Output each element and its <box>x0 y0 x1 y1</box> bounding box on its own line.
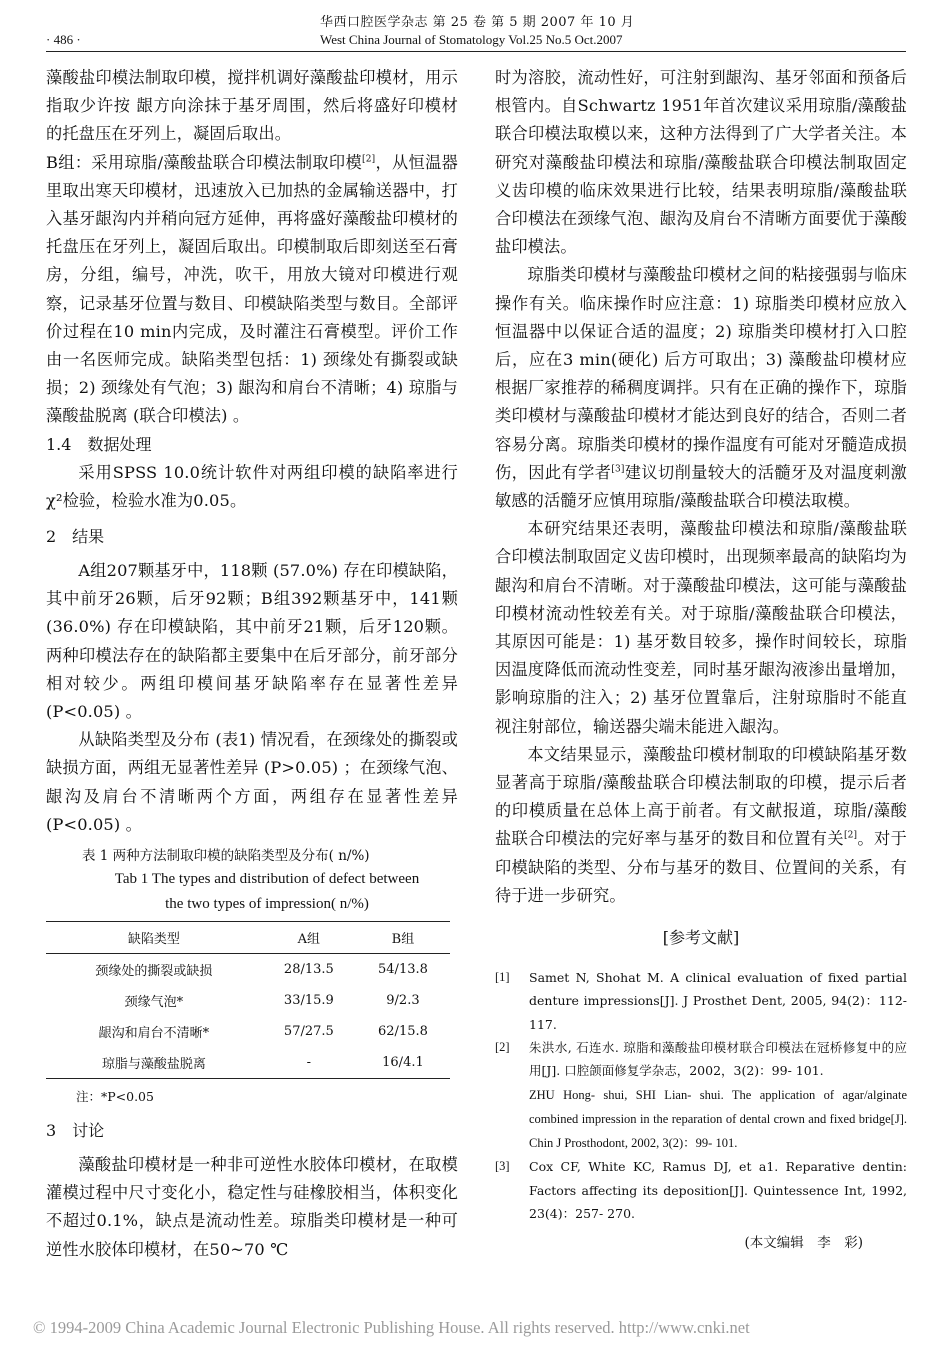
results-paragraph-2: 从缺陷类型及分布 (表1) 情况看，在颈缘处的撕裂或缺损方面，两组无显著性差异 (P>0.05) ；在颈缘气泡、龈沟及肩台不清晰两个方面，两组存在显著性差异 (P<0.05) 。 <box>46 730 458 834</box>
table-cell: 54/13.8 <box>378 962 428 978</box>
section-heading-1-4: 1.4 数据处理 <box>46 434 152 454</box>
table-row <box>46 985 450 1016</box>
group-b-paragraph <box>46 149 458 431</box>
left-column <box>46 64 458 1264</box>
reference-number: [3] <box>495 1159 510 1174</box>
table-header-cell: A组 <box>262 922 356 954</box>
references-heading: [参考文献] <box>662 928 740 948</box>
section-heading-results: 2 结果 <box>46 527 105 547</box>
table-header-cell: B组 <box>356 922 450 954</box>
citation-ref: [2] <box>362 154 376 165</box>
reference-text-en: ZHU Hong- shui, SHI Lian- shui. The application of agar/alginate combined impression in the reparation of dental crown and fixed bridge[J]. Chin J Prosthodont, 2002, 3(2)：99- 101. <box>529 1087 907 1151</box>
table-note: 注：*P<0.05 <box>76 1089 154 1105</box>
table-caption-en-line2: the two types of impression( n/%) <box>165 896 369 913</box>
table-cell: 琼脂与藻酸盐脱离 <box>46 1047 262 1079</box>
journal-header-cn: 华西口腔医学杂志 第 25 卷 第 5 期 2007 年 10 月 <box>320 15 635 30</box>
reference-item <box>495 1155 907 1225</box>
journal-header-en: West China Journal of Stomatology Vol.25 No.5 Oct.2007 <box>320 32 623 47</box>
discussion-paragraph-1: 藻酸盐印模材是一种非可逆性水胶体印模材，在取模灌模过程中尺寸变化小，稳定性与硅橡胶相当，体积变化不超过0.1%，缺点是流动性差。琼脂类印模材是一种可逆性水胶体印模材，在50~70 ℃ <box>46 1155 458 1259</box>
defect-table <box>46 921 450 1079</box>
reference-text: Samet N, Shohat M. A clinical evaluation of fixed partial denture impressions[J]. J Prosthet Dent, 2005, 94(2)：112- 117. <box>529 970 907 1032</box>
conclusion-paragraph <box>495 741 907 910</box>
conclusion-text-a: 本文结果显示，藻酸盐印模材制取的印模缺陷基牙数显著高于琼脂/藻酸盐联合印模法制取的印模，提示后者的印模质量在总体上高于前者。有文献报道，琼脂/藻酸盐联合印模法的完好率与基牙的数目和位置有关 <box>495 744 907 849</box>
table-row <box>46 1016 450 1047</box>
table-cell: 龈沟和肩台不清晰* <box>98 1026 210 1042</box>
copyright-footer: © 1994-2009 China Academic Journal Electronic Publishing House. All rights reserved. http://www.cnki.net <box>33 1318 750 1337</box>
reference-text-group <box>529 1036 907 1155</box>
table-cell: 9/2.3 <box>386 993 420 1009</box>
reference-list <box>495 966 907 1225</box>
table-cell: 62/15.8 <box>378 1024 428 1040</box>
reference-number: [2] <box>495 1039 510 1054</box>
reference-text: 朱洪水, 石连水. 琼脂和藻酸盐印模材联合印模法在冠桥修复中的应用[J]. 口腔颌面修复学杂志，2002，3(2)：99- 101. <box>529 1039 907 1079</box>
discussion-continued-paragraph: 时为溶胶，流动性好，可注射到龈沟、基牙邻面和预备后根管内。自Schwartz 1951年首次建议采用琼脂/藻酸盐联合印模法取模以来，这种方法得到了广大学者关注。本研究对藻酸盐印模法和琼脂/藻酸盐联合印模法制取固定义齿印模的临床效果进行比较，结果表明琼脂/藻酸盐联合印模法在颈缘气泡、龈沟及肩台不清晰方面要优于藻酸盐印模法。 <box>495 68 907 257</box>
table-cell: 28/13.5 <box>283 962 334 978</box>
frequency-paragraph: 本研究结果还表明，藻酸盐印模法和琼脂/藻酸盐联合印模法制取固定义齿印模时，出现频率最高的缺陷均为龈沟和肩台不清晰。对于藻酸盐印模法，这可能与藻酸盐印模材流动性较差有关。对于琼脂/藻酸盐联合印模法，其原因可能是：1) 基牙数目较多，操作时间较长，琼脂因温度降低而流动性变差，同时基牙龈沟液渗出量增加，影响琼脂的注入；2) 基牙位置靠后，注射琼脂时不能直视注射部位，输送器尖端未能进入龈沟。 <box>495 519 907 736</box>
statistics-paragraph: 采用SPSS 10.0统计软件对两组印模的缺陷率进行χ²检验，检验水准为0.05。 <box>46 462 458 510</box>
table-cell: - <box>262 1047 356 1079</box>
results-paragraph-1: A组207颗基牙中，118颗 (57.0%) 存在印模缺陷，其中前牙26颗，后牙92颗；B组392颗基牙中，141颗 (36.0%) 存在印模缺陷，其中前牙21颗，后牙120颗。两种印模法存在的缺陷都主要集中在后牙部分，前牙部分相对较少。两组印模间基牙缺陷率存在显著性差异 (P<0.05) 。 <box>46 561 458 722</box>
reference-number: [1] <box>495 970 510 985</box>
table-cell: 57/27.5 <box>283 1024 334 1040</box>
conclusion-text-b: 。对于印模缺陷的类型、分布与基牙的数目、位置间的关系，有待于进一步研究。 <box>495 829 907 905</box>
reference-item <box>495 966 907 1036</box>
bonding-text-a: 琼脂类印模材与藻酸盐印模材之间的粘接强弱与临床操作有关。临床操作时应注意：1) 琼脂类印模材应放入恒温器中以保证合适的温度；2) 琼脂类印模材打入口腔后，应在3 min(硬化) 后方可取出；3) 藻酸盐印模材应根据厂家推荐的稀稠度调拌。只有在正确的操作下，琼脂类印模材与藻酸盐印模材才能达到良好的结合，否则二者容易分离。琼脂类印模材的操作温度有可能对牙髓造成损伤，因此有学者 <box>495 265 907 482</box>
table-header-cell: 缺陷类型 <box>46 922 262 954</box>
group-b-text-a: B组：采用琼脂/藻酸盐联合印模法制取印模 <box>46 152 363 172</box>
table-header-row <box>46 922 450 954</box>
citation-ref: [2] <box>843 831 858 842</box>
group-b-text-b: ，从恒温器里取出寒天印模材，迅速放入已加热的金属输送器中，打入基牙龈沟内并稍向冠方延伸，再将盛好藻酸盐印模材的托盘压在牙列上，凝固后取出。印模制取后即刻送至石膏房，分组，编号，冲洗，吹干，用放大镜对印模进行观察，记录基牙位置与数目、印模缺陷类型与数目。全部评价过程在10 min内完成，及时灌注石膏模型。评价工作由一名医师完成。缺陷类型包括：1) 颈缘处有撕裂或缺损；2) 颈缘处有气泡；3) 龈沟和肩台不清晰；4) 琼脂与藻酸盐脱离 (联合印模法) 。 <box>46 152 458 426</box>
editor-note: (本文编辑 李 彩) <box>744 1235 863 1252</box>
methods-intro-paragraph: 藻酸盐印模法制取印模，搅拌机调好藻酸盐印模材，用示指取少许按 龈方向涂抹于基牙周围，然后将盛好印模材的托盘压在牙列上，凝固后取出。 <box>46 68 458 144</box>
bonding-paragraph <box>495 261 907 515</box>
bonding-text-b: 建议切削量较大的活髓牙及对温度刺激敏感的活髓牙应慎用琼脂/藻酸盐联合印模法取模。 <box>495 462 907 511</box>
table-cell: 颈缘处的撕裂或缺损 <box>95 964 213 980</box>
right-column <box>495 64 907 1255</box>
section-heading-discussion: 3 讨论 <box>46 1121 105 1141</box>
citation-ref: [3] <box>611 464 625 475</box>
reference-text: Cox CF, White KC, Ramus DJ, et a1. Reparative dentin: Factors affecting its deposition[J]. Quintessence Int, 1992, 23(4)：257- 270. <box>529 1159 907 1222</box>
table-cell: 16/4.1 <box>356 1047 450 1079</box>
table-row <box>46 954 450 986</box>
table-row <box>46 1047 450 1079</box>
page-number: · 486 · <box>46 32 81 47</box>
table-cell: 颈缘气泡* <box>124 995 184 1011</box>
reference-item <box>495 1036 907 1155</box>
header-rule <box>46 51 906 52</box>
table-cell: 33/15.9 <box>283 993 334 1009</box>
table-caption-en-line1: Tab 1 The types and distribution of defect between <box>114 871 420 888</box>
table-caption-cn: 表 1 两种方法制取印模的缺陷类型及分布( n/%) <box>82 848 370 865</box>
